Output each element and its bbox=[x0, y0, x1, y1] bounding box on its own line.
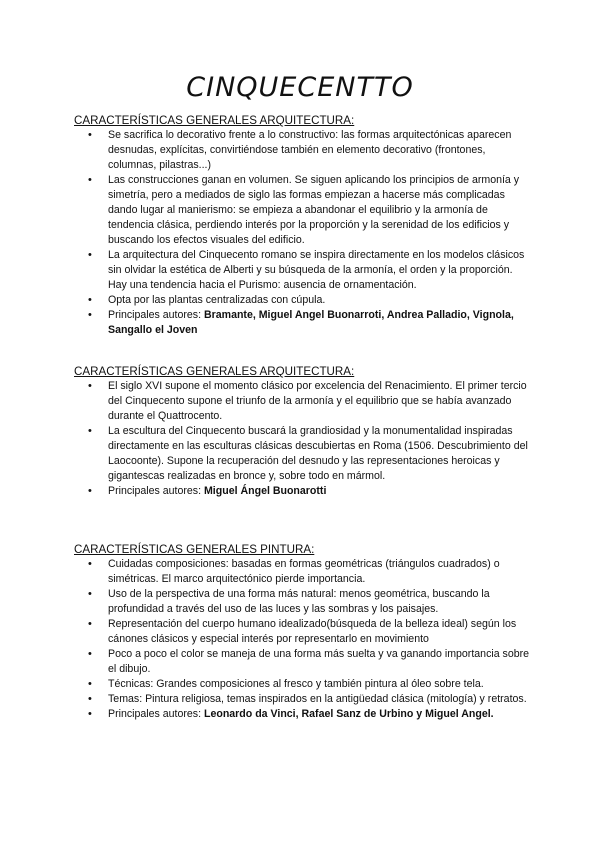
bullet-list bbox=[74, 128, 534, 338]
authors-bold: Leonardo da Vinci, Rafael Sanz de Urbino y Miguel Angel. bbox=[203, 708, 494, 720]
section-heading: CARACTERÍSTICAS GENERALES ARQUITECTURA: bbox=[74, 114, 355, 127]
bullet-list bbox=[74, 557, 534, 722]
section-architecture-2 bbox=[74, 364, 534, 499]
section-heading: CARACTERÍSTICAS GENERALES ARQUITECTURA: bbox=[74, 365, 355, 378]
bullet-list bbox=[74, 379, 534, 499]
authors-bold: Bramante, Miguel Angel Buonarroti, Andrea Palladio, Vignola, Sangallo el Joven bbox=[108, 309, 514, 336]
list-item: • Representación del cuerpo humano idealizado(búsqueda de la belleza ideal) según los cánones clásicos y especial interés por representarlo en movimiento bbox=[108, 617, 534, 647]
list-item: • Las construcciones ganan en volumen. Se siguen aplicando los principios de armonía y simetría, pero a mediados de siglo las formas empiezan a hacerse más complicadas dando lugar al manierismo: se empieza a abandonar el equilibrio y la armonía de tendencia clásica, perdiendo interés por la proporción y la serenidad de los edificios y buscando los efectos visuales del edificio. bbox=[108, 173, 534, 248]
list-item: • Principales autores: Leonardo da Vinci, Rafael Sanz de Urbino y Miguel Angel. bbox=[108, 707, 534, 722]
list-item: • Cuidadas composiciones: basadas en formas geométricas (triángulos cuadrados) o simétricas. El marco arquitectónico pierde importancia. bbox=[108, 557, 534, 587]
list-item: • Principales autores: Miguel Ángel Buonarotti bbox=[108, 484, 534, 499]
section-painting bbox=[74, 542, 534, 722]
list-item: • Principales autores: Bramante, Miguel Angel Buonarroti, Andrea Palladio, Vignola, Sangallo el Joven bbox=[108, 308, 534, 338]
page-title: CINQUECENTTO bbox=[186, 72, 414, 103]
list-item: • La escultura del Cinquecento buscará la grandiosidad y la monumentalidad inspiradas directamente en las esculturas clásicas descubiertas en Roma (1506. Descubrimiento del Laocoonte). Supone la recuperación del desnudo y las representaciones heroicas y gigantescas realizadas en bronce y, sobre todo en mármol. bbox=[108, 424, 534, 484]
list-item: • Opta por las plantas centralizadas con cúpula. bbox=[108, 293, 534, 308]
list-item: • La arquitectura del Cinquecento romano se inspira directamente en los modelos clásicos sin olvidar la estética de Alberti y su búsqueda de la armonía, el orden y la proporción. Hay una tendencia hacia el Purismo: ausencia de ornamentación. bbox=[108, 248, 534, 293]
section-heading: CARACTERÍSTICAS GENERALES PINTURA: bbox=[74, 543, 315, 556]
list-item: • Uso de la perspectiva de una forma más natural: menos geométrica, buscando la profundidad a través del uso de las luces y las sombras y los paisajes. bbox=[108, 587, 534, 617]
list-item: • Técnicas: Grandes composiciones al fresco y también pintura al óleo sobre tela. bbox=[108, 677, 534, 692]
list-item: • El siglo XVI supone el momento clásico por excelencia del Renacimiento. El primer tercio del Cinquecento supone el triunfo de la armonía y el equilibrio que se había avanzado durante el Quattrocento. bbox=[108, 379, 534, 424]
section-architecture-1 bbox=[74, 113, 534, 338]
authors-bold: Miguel Ángel Buonarotti bbox=[203, 485, 327, 497]
list-item: • Poco a poco el color se maneja de una forma más suelta y va ganando importancia sobre el dibujo. bbox=[108, 647, 534, 677]
list-item: • Se sacrifica lo decorativo frente a lo constructivo: las formas arquitectónicas aparecen desnudas, explícitas, convirtiéndose también en elemento decorativo (frontones, columnas, pilastras...) bbox=[108, 128, 534, 173]
list-item: • Temas: Pintura religiosa, temas inspirados en la antigüedad clásica (mitología) y retratos. bbox=[108, 692, 534, 707]
